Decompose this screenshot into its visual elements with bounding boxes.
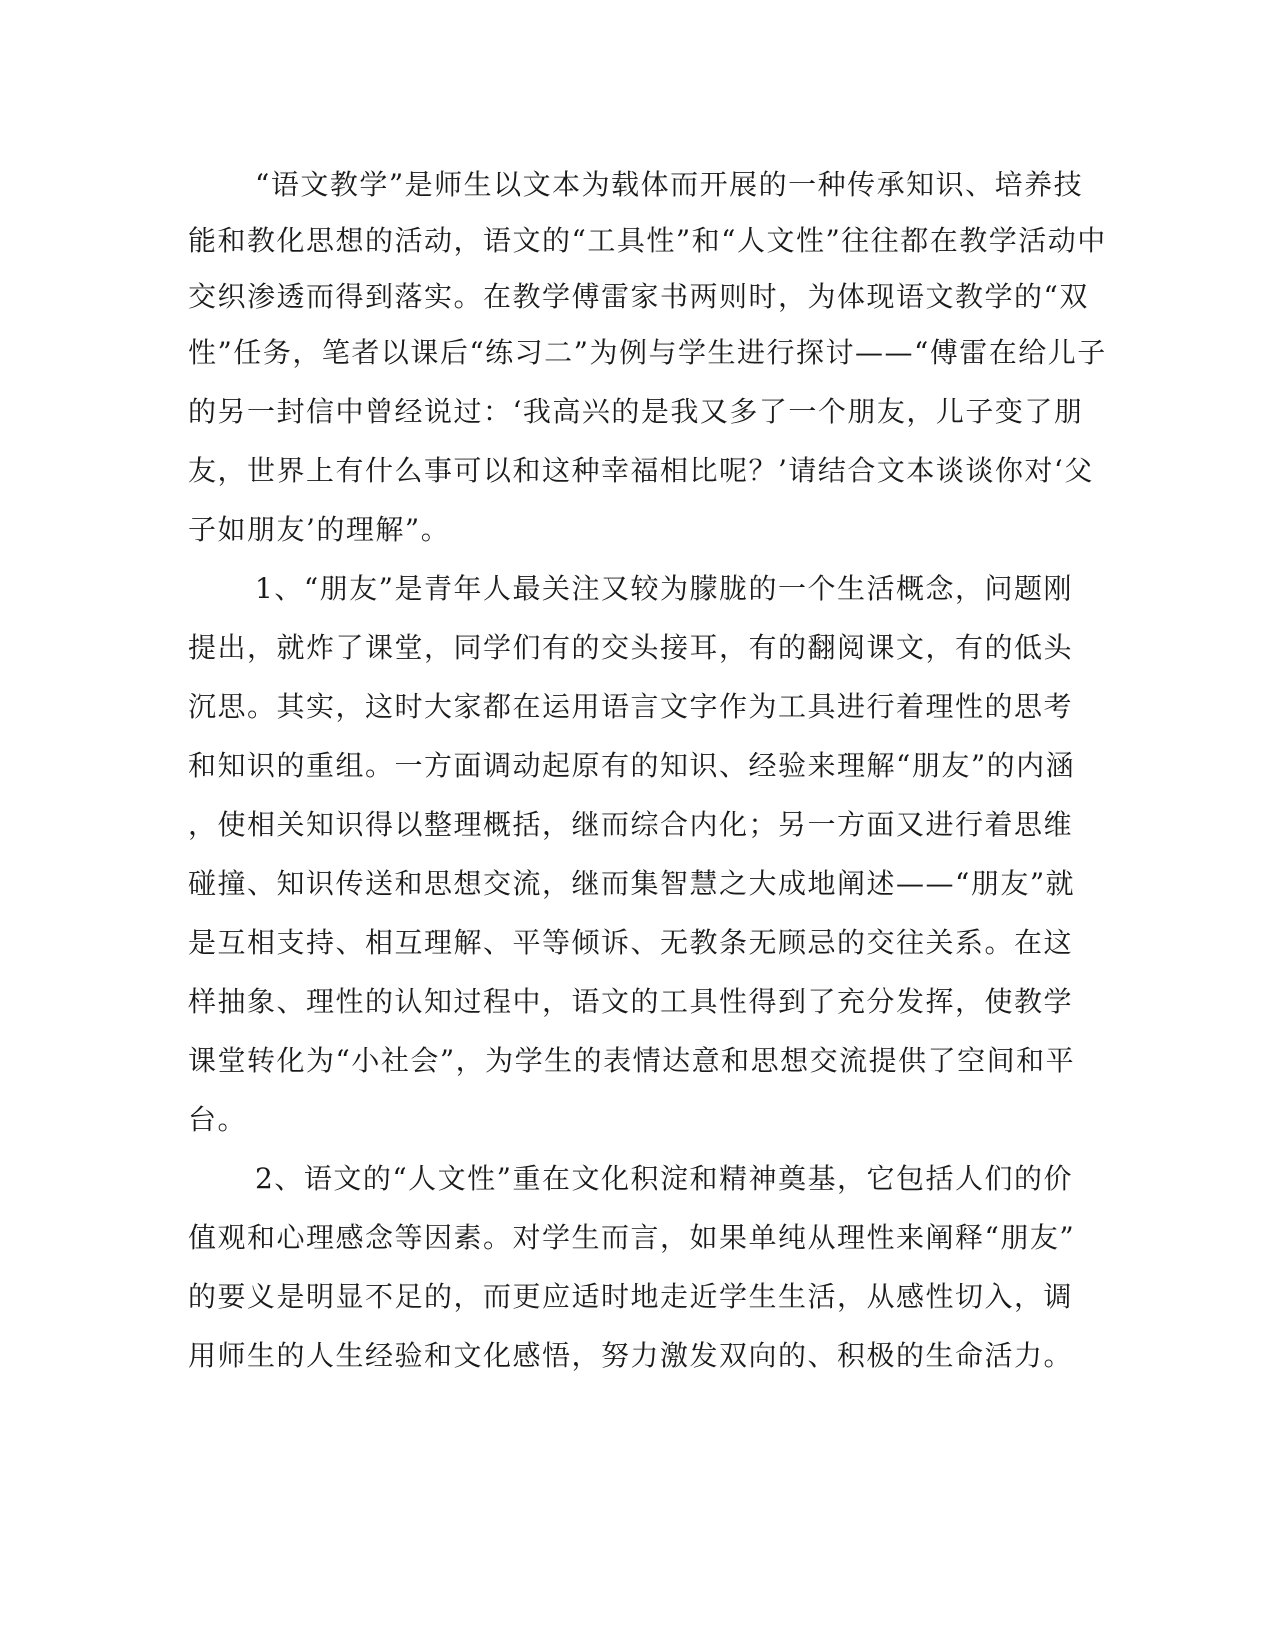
paragraph-1-line-3: 交织渗透而得到落实。在教学傅雷家书两则时，为体现语文教学的“双 <box>188 280 1089 313</box>
paragraph-2-line-5: ，使相关知识得以整理概括，继而综合内化；另一方面又进行着思维 <box>188 808 1074 841</box>
paragraph-1-line-1: “语文教学”是师生以文本为载体而开展的一种传承知识、培养技 <box>255 168 1084 201</box>
paragraph-2-line-9: 课堂转化为“小社会”，为学生的表情达意和思想交流提供了空间和平 <box>188 1044 1076 1077</box>
paragraph-2-line-6: 碰撞、知识传送和思想交流，继而集智慧之大成地阐述——“朋友”就 <box>188 867 1076 900</box>
paragraph-2-line-7: 是互相支持、相互理解、平等倾诉、无教条无顾忌的交往关系。在这 <box>188 926 1074 959</box>
paragraph-2-line-2: 提出，就炸了课堂，同学们有的交头接耳，有的翻阅课文，有的低头 <box>188 631 1074 664</box>
paragraph-2-line-3: 沉思。其实，这时大家都在运用语言文字作为工具进行着理性的思考 <box>188 690 1074 723</box>
paragraph-3-line-1: 2、语文的“人文性”重在文化积淀和精神奠基，它包括人们的价 <box>255 1162 1073 1195</box>
paragraph-3-line-3: 的要义是明显不足的，而更应适时地走近学生生活，从感性切入，调 <box>188 1280 1074 1313</box>
paragraph-2-line-8: 样抽象、理性的认知过程中，语文的工具性得到了充分发挥，使教学 <box>188 985 1074 1018</box>
paragraph-1-line-2: 能和教化思想的活动，语文的“工具性”和“人文性”往往都在教学活动中 <box>188 224 1107 257</box>
paragraph-2-line-10: 台。 <box>188 1103 248 1136</box>
paragraph-3-line-4: 用师生的人生经验和文化感悟，努力激发双向的、积极的生命活力。 <box>188 1339 1074 1372</box>
paragraph-1-line-4: 性”任务，笔者以课后“练习二”为例与学生进行探讨——“傅雷在给儿子 <box>188 336 1107 369</box>
paragraph-2-line-4: 和知识的重组。一方面调动起原有的知识、经验来理解“朋友”的内涵 <box>188 749 1076 782</box>
paragraph-1-line-6: 友，世界上有什么事可以和这种幸福相比呢？’请结合文本谈谈你对‘父 <box>188 454 1094 487</box>
paragraph-1-line-5: 的另一封信中曾经说过：‘我高兴的是我又多了一个朋友，儿子变了朋 <box>188 395 1084 428</box>
paragraph-2-line-1: 1、“朋友”是青年人最关注又较为朦胧的一个生活概念，问题刚 <box>255 572 1073 605</box>
paragraph-3-line-2: 值观和心理感念等因素。对学生而言，如果单纯从理性来阐释“朋友” <box>188 1221 1076 1254</box>
paragraph-1-line-7: 子如朋友’的理解”。 <box>188 513 451 546</box>
